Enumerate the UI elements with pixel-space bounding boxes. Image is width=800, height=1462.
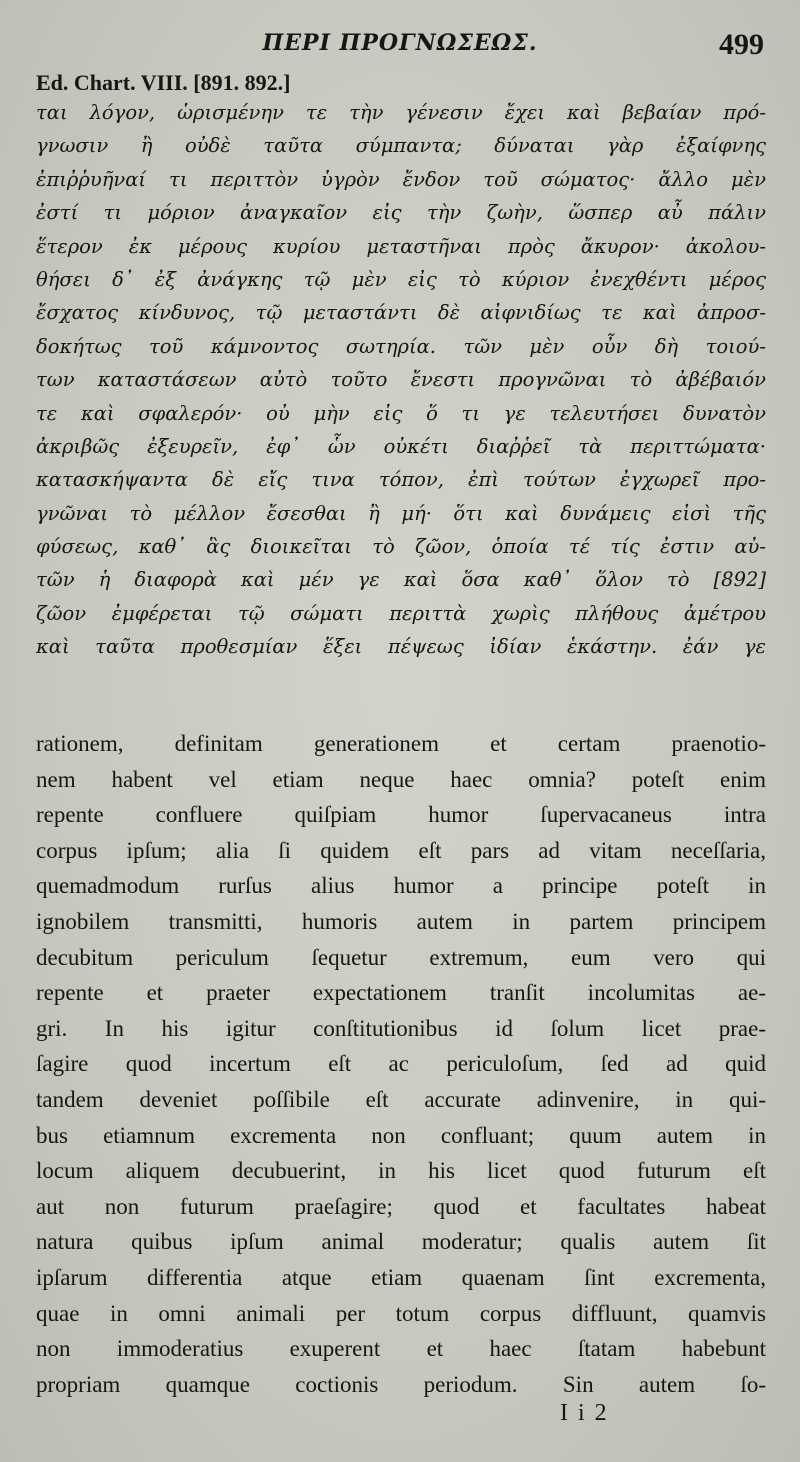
edition-reference: Ed. Chart. VIII. [891. 892.] — [36, 70, 291, 95]
page-number: 499 — [719, 28, 764, 61]
greek-line: ἔσχατος κίνδυνος, τῷ μεταστάντι δὲ αἰφνιδίως τε καὶ ἀπροσ- — [36, 301, 766, 325]
greek-line: δοκήτως τοῦ κάμνοντος σωτηρία. τῶν μὲν οὖν δὴ τοιού- — [36, 334, 766, 358]
signature-mark: I i 2 — [560, 1400, 609, 1426]
latin-line: ipſarum differentia atque etiam quaenam ſint excrementa, — [36, 1264, 766, 1290]
latin-line: bus etiamnum excrementa non confluant; quum autem in — [36, 1122, 766, 1148]
greek-line: θήσει δ᾽ ἐξ ἀνάγκης τῷ μὲν εἰς τὸ κύριον ἐνεχθέντι μέρος — [36, 267, 766, 291]
latin-line: tandem deveniet poſſibile eſt accurate adinvenire, in qui- — [36, 1086, 766, 1112]
greek-line: γνωσιν ἢ οὐδὲ ταῦτα σύμπαντα; δύναται γὰρ ἐξαίφνης — [36, 134, 766, 158]
greek-line: κατασκήψαντα δὲ εἴς τινα τόπον, ἐπὶ τούτων ἐγχωρεῖ προ- — [36, 468, 766, 492]
latin-line: repente et praeter expectationem tranſit incolumitas ae- — [36, 980, 766, 1006]
latin-line: decubitum periculum ſequetur extremum, eum vero qui — [36, 944, 766, 970]
greek-line: ἐπιῤῥυῆναί τι περιττὸν ὑγρὸν ἔνδον τοῦ σώματος· ἄλλο μὲν — [36, 167, 766, 191]
greek-line: ζῶον ἐμφέρεται τῷ σώματι περιττὰ χωρὶς πλήθους ἀμέτρου — [36, 601, 766, 625]
greek-line: τε καὶ σφαλερόν· οὐ μὴν εἰς ὅ τι γε τελευτήσει δυνατὸν — [36, 401, 766, 425]
latin-line: aut non futurum praeſagire; quod et facultates habeat — [36, 1193, 766, 1219]
greek-line: ἐστί τι μόριον ἀναγκαῖον εἰς τὴν ζωὴν, ὥσπερ αὖ πάλιν — [36, 201, 766, 225]
greek-line: γνῶναι τὸ μέλλον ἔσεσθαι ἢ μή· ὅτι καὶ δυνάμεις εἰσὶ τῆς — [36, 501, 766, 525]
latin-line: non immoderatius exuperent et haec ſtatam habebunt — [36, 1336, 766, 1362]
latin-line: natura quibus ipſum animal moderatur; qualis autem ſit — [36, 1229, 766, 1255]
latin-line: rationem, definitam generationem et certam praenotio- — [36, 731, 766, 756]
latin-line: ſagire quod incertum eſt ac periculoſum, ſed ad quid — [36, 1051, 766, 1077]
greek-line: καὶ ταῦτα προθεσμίαν ἕξει πέψεως ἰδίαν ἑκάστην. ἐάν γε — [36, 635, 766, 659]
latin-line: nem habent vel etiam neque haec omnia? poteſt enim — [36, 766, 766, 792]
latin-line: propriam quamque coctionis periodum. Sin autem ſo- — [36, 1371, 766, 1397]
latin-line: corpus ipſum; alia ſi quidem eſt pars ad vitam neceſſaria, — [36, 837, 766, 863]
greek-line: ἕτερον ἐκ μέρους κυρίου μεταστῆναι πρὸς ἄκυρον· ἀκολου- — [36, 234, 766, 258]
greek-line: ται λόγον, ὡρισμένην τε τὴν γένεσιν ἔχει καὶ βεβαίαν πρό- — [36, 101, 766, 124]
latin-line: locum aliquem decubuerint, in his licet quod futurum eſt — [36, 1158, 766, 1184]
greek-line: ἀκριβῶς ἐξευρεῖν, ἐφ᾽ ὧν οὐκέτι διαῤῥεῖ τὰ περιττώματα· — [36, 434, 766, 458]
latin-line: quae in omni animali per totum corpus diffluunt, quamvis — [36, 1300, 766, 1326]
latin-line: repente confluere quiſpiam humor ſupervacaneus intra — [36, 802, 766, 828]
running-title: ΠΕΡΙ ΠΡΟΓΝΩΣΕΩΣ. — [262, 30, 538, 56]
latin-line: quemadmodum rurſus alius humor a principe poteſt in — [36, 873, 766, 899]
greek-line: των καταστάσεων αὐτὸ τοῦτο ἔνεστι προγνῶναι τὸ ἀβέβαιόν — [36, 368, 766, 392]
greek-line: φύσεως, καθ᾽ ἃς διοικεῖται τὸ ζῶον, ὁποία τέ τίς ἐστιν αὐ- — [36, 535, 766, 559]
latin-line: gri. In his igitur conſtitutionibus id ſolum licet prae- — [36, 1015, 766, 1041]
greek-line: τῶν ἡ διαφορὰ καὶ μέν γε καὶ ὅσα καθ᾽ ὅλον τὸ [892] — [36, 568, 766, 592]
greek-text-block — [36, 96, 766, 664]
latin-line: ignobilem transmitti, humoris autem in partem principem — [36, 908, 766, 934]
latin-text-block — [36, 726, 766, 1402]
